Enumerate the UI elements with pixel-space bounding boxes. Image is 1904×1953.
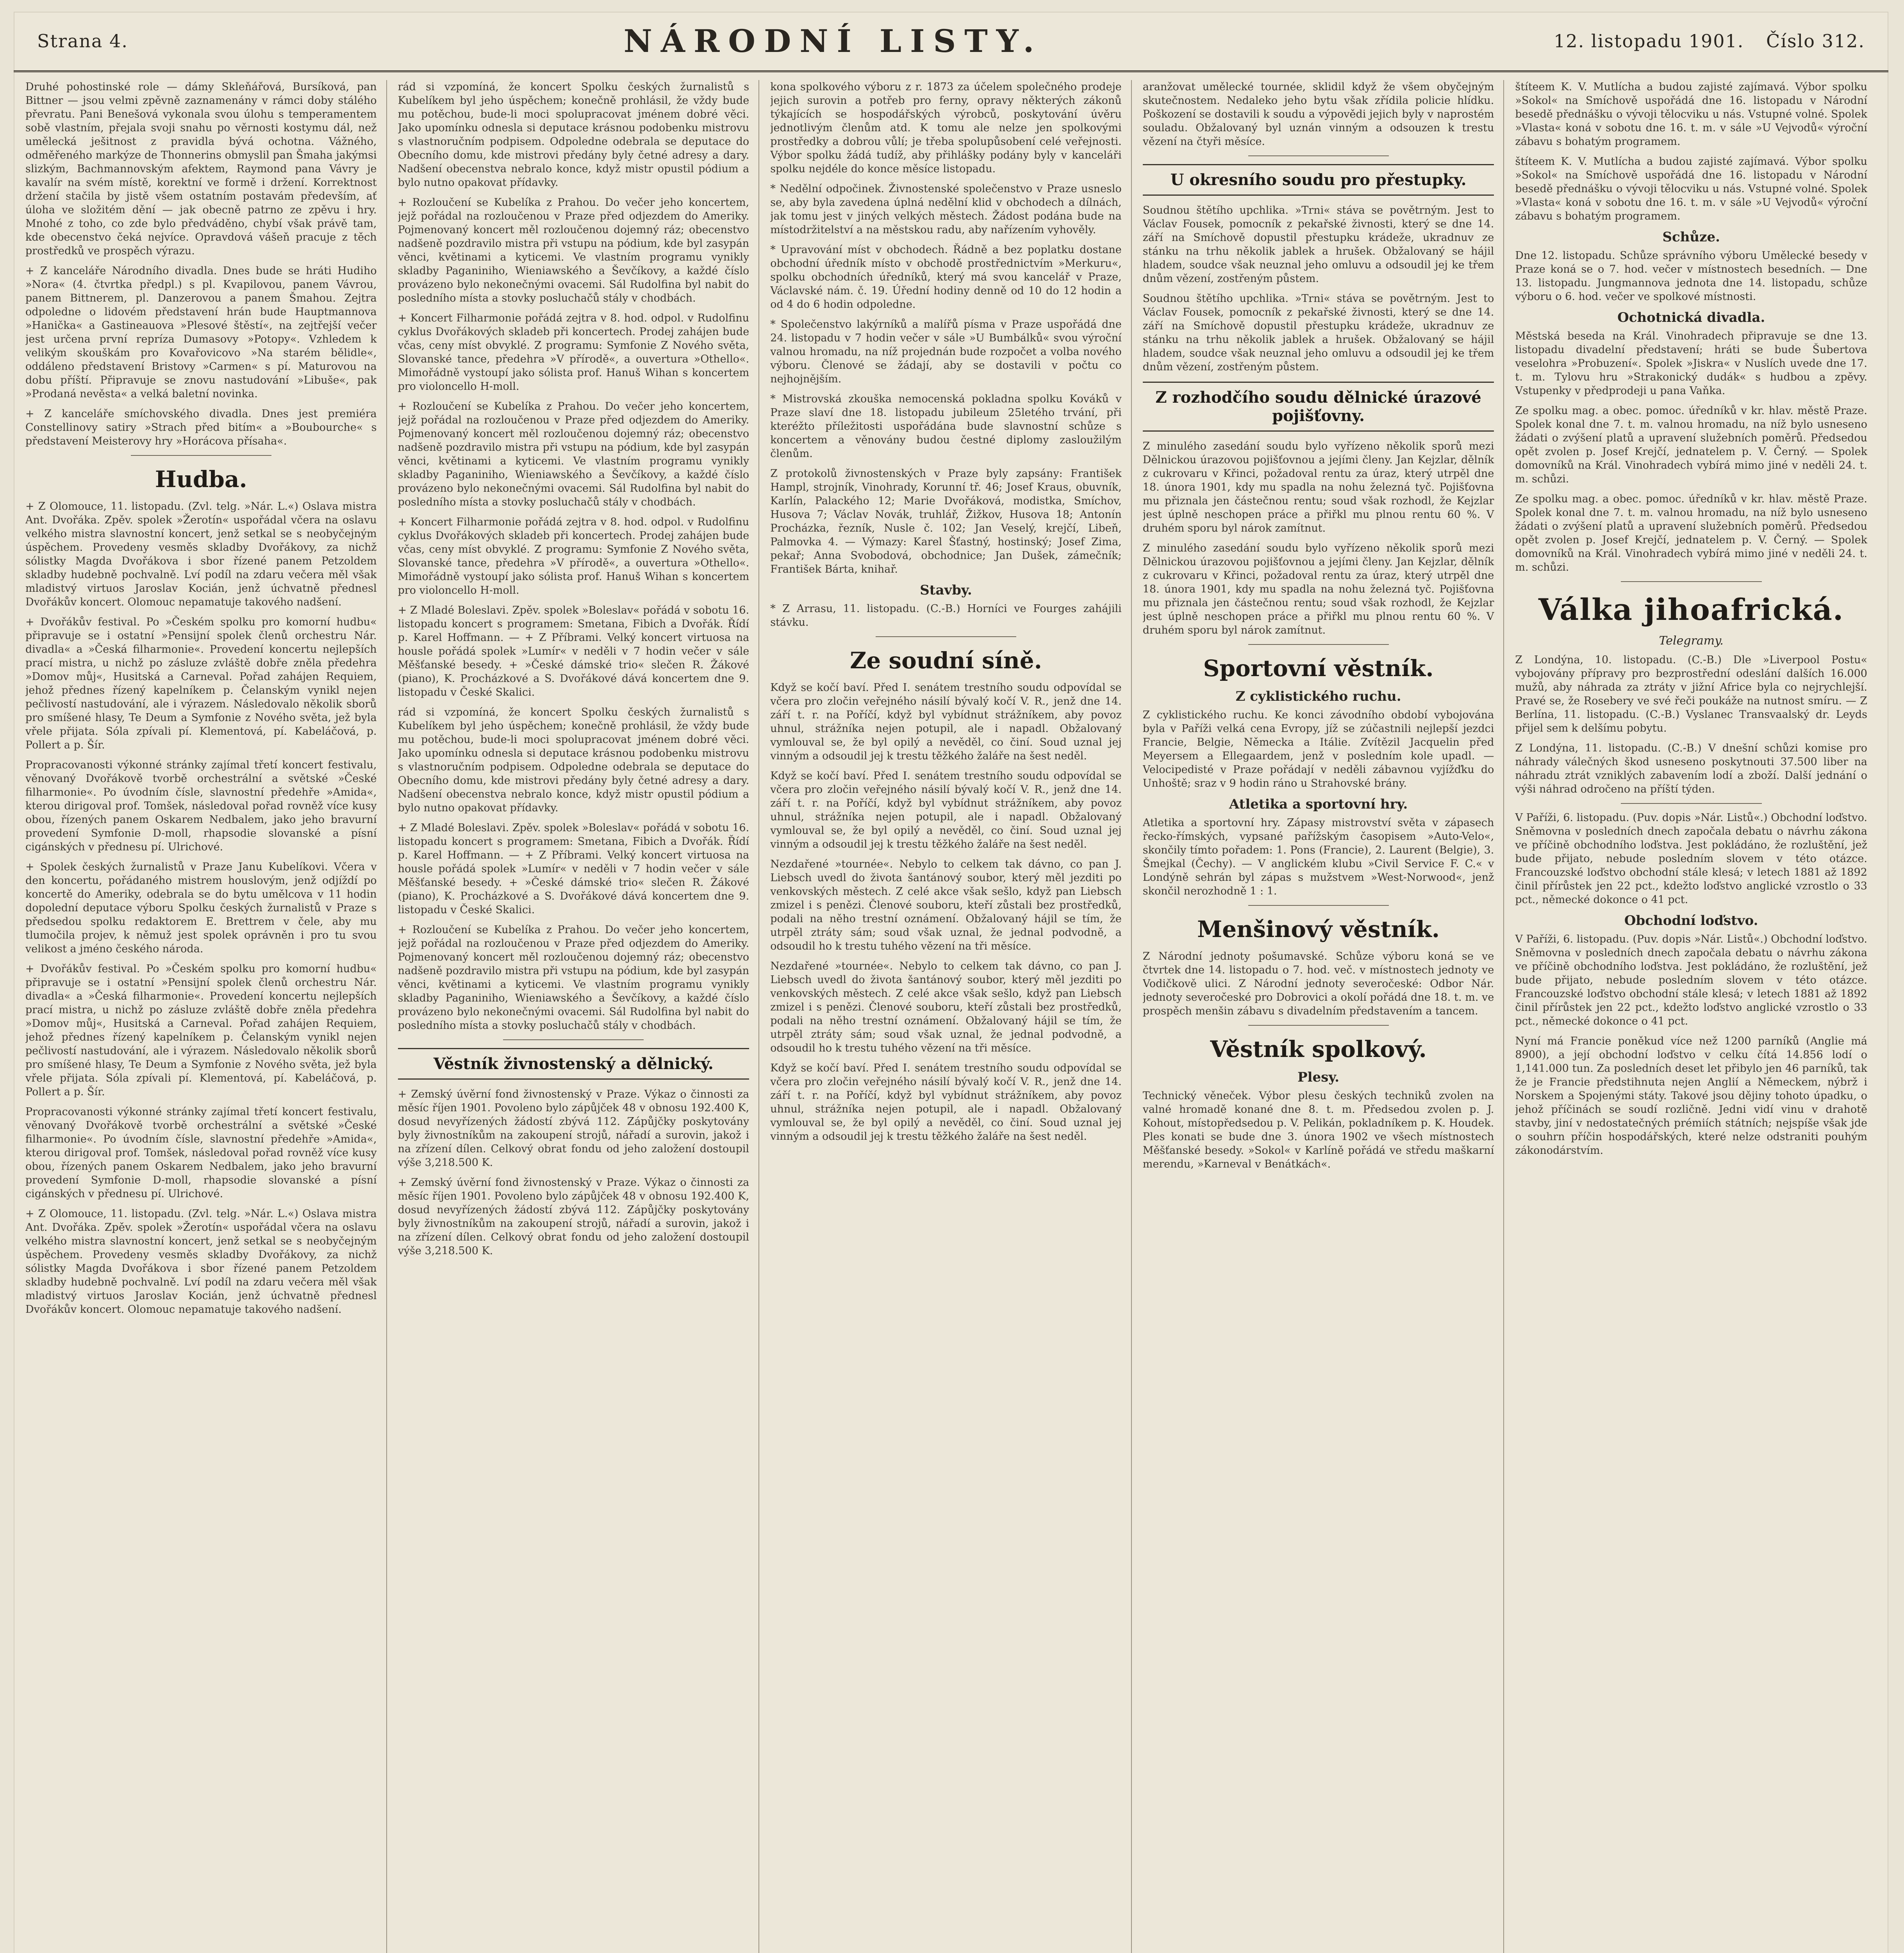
section-heading-mensinovy: Menšinový věstník.	[1197, 916, 1440, 943]
divider	[1248, 905, 1389, 906]
newspaper-page	[14, 12, 1888, 1953]
section-heading-hudba: Hudba.	[155, 466, 247, 493]
article-text: * Nedělní odpočinek. Živnostenské společenstvo v Praze usneslo se, aby byla zavedena úplná nedělní klid v obchodech a dílnách, jak tomu jest v jiných velkých městech. Žádost podána bude na místodržitelství a na městskou radu, aby nařízením vyhověly.	[770, 183, 1122, 236]
article-text: Když se kočí baví. Před I. senátem trestního soudu odpovídal se včera pro zločin veřejného násilí bývalý kočí V. R., jenž dne 14. září t. r. na Poříčí, když byl vybídnut strážníkem, aby povoz uhnul, strážníka nejen potupil, ale i napadl. Obžalovaný vymlouval se, že byl opilý a nevěděl, co činí. Soud uznal jej vinným a odsoudil jej k trestu těžkého žaláře na šest neděl.	[770, 1062, 1122, 1143]
article-text: Z Londýna, 11. listopadu. (C.-B.) V dnešní schůzi komise pro náhrady válečných škod usneseno poskytnouti 37.500 liber na náhradu ztrát vzniklých zabavením lodí a zboží. Další jednání o výši náhrad odročeno na příští týden.	[1515, 742, 1867, 795]
subheading-schuze: Schůze.	[1662, 229, 1720, 245]
article-text: Druhé pohostinské role — dámy Skleňářová, Bursíková, pan Bittner — jsou velmi zpěvně zaznamenány v rámci doby stálého převratu. Pani Benešová vykonala svou úlohu s temperamentem sobě vlastním, přejala svoji snahu po věrnosti kostymu dál, než umělecká ješitnost z pravidla bývá ochotna. Vážného, odměřeného markýze de Thonnerins obmyslil pan Šmaha jakýmsi slizkým, Bachmannovským afektem, Raymond pana Vávry je kavalír na svém místě, korektní ve formě i držení. Korrektnost držení stačila by jistě všem ostatním postavám především, ať úloha ve složitém dění — jak obecně patrno ze zpěvu i hry. Mnohé z toho, co zde bylo předváděno, chybí však právě tam, kde obecenstvo čeká nejvíce. Opravdová vášeň pracuje z těch prostředků ve prospěch výrazu.	[25, 81, 377, 257]
masthead	[14, 12, 1888, 72]
article-text: Nyní má Francie poněkud více než 1200 parníků (Anglie má 8900), a její obchodní loďstvo v celku čítá 14.856 lodí o 1,141.000 tun. Za posledních deset let přibylo jen 46 parníků, tak že je Francie předstihnuta nejen Anglií a Německem, nýbrž i Norskem a Spojenými státy. Takové jsou dějiny tohoto úpadku, o jehož příčinách se soudí rozličně. Jedni vidí vinu v drahotě stavby, jiní v nedostatečných prémiích státních; nejspíše však jde o souhrn příčin hospodářských, které nelze odstraniti pouhým zákonodárstvím.	[1515, 1035, 1867, 1157]
divider	[1248, 644, 1389, 645]
article-text: Z minulého zasedání soudu bylo vyřízeno několik sporů mezi Dělnickou úrazovou pojišťovnou a jejími členy. Jan Kejzlar, dělník z cukrovaru v Křinci, požadoval rentu za úraz, který utrpěl dne 18. února 1901, kdy mu spadla na nohu železná tyč. Pojišťovna mu přiznala jen částečnou rentu; soud však rozhodl, že Kejzlar jest úplně neschopen práce a přiřkl mu plnou rentu 60 %. V druhém sporu byl nárok zamítnut.	[1142, 542, 1494, 636]
section-heading-soudni-sin: Ze soudní síně.	[850, 647, 1042, 674]
page-number: Strana 4.	[37, 30, 128, 52]
divider	[1248, 155, 1389, 156]
article-text: Technický věneček. Výbor plesu českých techniků zvolen na valné hromadě konané dne 8. t. m. Předsedou zvolen p. J. Kohout, místopředsedou p. V. Pelikán, pokladníkem p. K. Houdek. Ples konati se bude dne 3. února 1902 ve všech místnostech Měšťanské besedy. »Sokol« v Karlíně pořádá ve středu maškarní merendu, »Karneval v Benátkách«.	[1142, 1090, 1494, 1170]
section-heading-urazove: Z rozhodčího soudu dělnické úrazové pojišťovny.	[1143, 382, 1494, 432]
divider	[876, 636, 1016, 637]
article-text: Z Londýna, 10. listopadu. (C.-B.) Dle »Liverpool Postu« vybojovány přípravy pro bezprostřední odeslání dalších 16.000 mužů, aby náhrada za ztráty v jižní Africe byla co nejrychlejší. Pravé se, že Rosebery ve své řeči poukáže na nutnost smíru. — Z Berlína, 11. listopadu. (C.-B.) Vyslanec Transvaalský dr. Leyds přijel sem k delšímu pobytu.	[1515, 654, 1867, 734]
subheading-lodstvo: Obchodní loďstvo.	[1624, 913, 1758, 928]
section-heading-sportovni: Sportovní věstník.	[1203, 655, 1434, 682]
article-text: V Paříži, 6. listopadu. (Puv. dopis »Nár. Listů«.) Obchodní loďstvo. Sněmovna v posledních dnech započala debatu o návrhu zákona ve příčině obchodního loďstva. Jest pokládáno, že rozluštění, jež bude přijato, nebude posledním slovem v této otázce. Francouzské loďstvo obchodní stále klesá; v letech 1881 až 1892 činil přírůstek jen 22 pct., kdežto loďstvo anglické vzrostlo o 33 pct., německé dokonce o 41 pct.	[1515, 933, 1867, 1027]
article-text: + Rozloučení se Kubelíka z Prahou. Do večer jeho koncertem, jejž pořádal na rozloučenou v Praze před odjezdem do Ameriky. Pojmenovaný koncert měl rozloučenou dojemný ráz; obecenstvo nadšeně pozdravilo mistra při vstupu na pódium, kde byl zasypán věnci, květinami a kyticemi. Ve vlastním programu vynikly skladby Paganiniho, Wieniawského a Ševčíkovy, a každé číslo provázeno bylo nekonečnými ovacemi. Sál Rudolfina byl nabit do posledního místa a stovky posluchačů stály v chodbách.	[398, 196, 749, 304]
article-text: + Koncert Filharmonie pořádá zejtra v 8. hod. odpol. v Rudolfinu cyklus Dvořákových skladeb při koncertech. Prodej zahájen bude včas, ceny míst obvyklé. Z programu: Symfonie Z Nového světa, Slovanské tance, předehra »V přírodě«, a ouvertura »Othello«. Mimořádně vystoupí jako sólista prof. Hanuš Wihan s koncertem pro violoncello H-moll.	[398, 312, 749, 393]
subheading-plesy: Plesy.	[1297, 1069, 1340, 1085]
subheading-telegramy: Telegramy.	[1659, 634, 1724, 648]
subheading-cyklisticky: Z cyklistického ruchu.	[1235, 689, 1401, 704]
article-text: * Z Arrasu, 11. listopadu. (C.-B.) Horníci ve Fourges zahájili stávku.	[770, 603, 1122, 628]
article-text: kona spolkového výboru z r. 1873 za účelem společného prodeje jejich surovin a potřeb pro ferny, opravy některých zákonů týkajících se hospodářských výrobců, poskytování úvěru jednotlivým členům atd. K tomu ale nelze jen spolkovými prostředky a dobrou vůlí; je třeba spolupůsobení celé veřejnosti. Výbor spolku žádá tudíž, aby přihlášky podány byly v kanceláři spolku nejdéle do konce měsíce listopadu.	[770, 81, 1122, 175]
article-text: * Společenstvo lakýrníků a malířů písma v Praze uspořádá dne 24. listopadu v 7 hodin večer v sále »U Bumbálků« svou výroční valnou hromadu, na níž projednán bude rozpočet a volba nového výboru. Členové se žádají, aby se dostavili v počtu co nejhojnějším.	[770, 318, 1122, 385]
article-text: aranžovat umělecké tournée, sklidil když že všem obyčejným skutečnostem. Nedaleko jeho bytu však zřídila policie hlídku. Poškození se dostavili k soudu a výpovědi jejich byly v naprostém souladu. Obžalovaný byl uznán vinným a odsouzen k trestu vězení na čtyři měsíce.	[1142, 81, 1494, 148]
column-4	[1143, 80, 1504, 1953]
article-text: Z Národní jednoty pošumavské. Schůze výboru koná se ve čtvrtek dne 14. listopadu o 7. hod. več. v místnostech jednoty ve Vodičkově ulici. Z Národní jednoty severočeské: Odbor Nár. jednoty severočeské pro Dobrovici a okolí pořádá dne 18. t. m. ve prospěch menšin zábavu s divadelním představením a tancem.	[1142, 950, 1494, 1017]
article-text: Z cyklistického ruchu. Ke konci závodního období vybojována byla v Paříži velká cena Evropy, jíž se zúčastnili nejlepší jezdci Francie, Belgie, Německa a Itálie. Zvítězil Jacquelin před Meyersem a Ellegaardem, jenž v posledním kole upadl. — Velocipedisté v Praze pořádají v neděli zábavnou vyjížďku do Unhoště; sraz v 9 hodin ráno u Strahovské brány.	[1142, 709, 1494, 789]
subheading-divadla: Ochotnická divadla.	[1617, 310, 1765, 325]
article-text: Propracovanosti výkonné stránky zajímal třetí koncert festivalu, věnovaný Dvořákově tvorbě orchestrální a světské »České filharmonie«. Po úvodním čísle, slavnostní předehře »Amida«, kterou dirigoval prof. Tomšek, následoval pořad rovněž více kusy obou, řízených panem Oskarem Nedbalem, jako jeho bravurní provedení Symfonie D-moll, rhapsodie slovanské a písní cigánských v přednesu pí. Ulrichové.	[25, 759, 377, 853]
section-heading-spolkovy: Věstník spolkový.	[1210, 1036, 1427, 1062]
article-text: štíteem K. V. Mutlícha a budou zajisté zajímavá. Výbor spolku »Sokol« na Smíchově uspořádá dne 16. listopadu v Národní besedě přednášku o vývoji tělocviku u nás. Vstupné volné. Spolek »Vlasta« koná v sobotu dne 16. t. m. v sále »U Vejvodů« výroční zábavu s bohatým programem.	[1515, 81, 1867, 148]
article-columns	[25, 80, 1877, 1953]
issue-date: 12. listopadu 1901.	[1554, 30, 1744, 52]
article-text: + Z kanceláře Národního divadla. Dnes bude se hráti Hudiho »Nora« (4. čtvrtka předpl.) s pl. Kvapilovou, panem Vávrou, panem Bittnerem, pl. Danzerovou a panem Šmahou. Zejtra odpoledne o lidovém představení hrán bude Hauptmannova »Hanička« a Gastineauova »Plesové štěstí«, na zejtřejší večer jest určena první repríza Dumasovy »Potopy«. Vzhledem k velikým skouškám pro Kovařovicovo »Na starém bělidle«, oddáleno představení Bristovy »Carmen« s pí. Maturovou na dobu příští. Připravuje se znovu nastudování »Libuše«, pak »Prodaná nevěsta« a velká baletní novinka.	[25, 265, 377, 400]
article-text: + Dvořákův festival. Po »Českém spolku pro komorní hudbu« připravuje se i ostatní »Pensijní spolek členů orchestru Nár. divadla« a »Česká filharmonie«. Provedení koncertu nejlepších prací mistra, u nichž po zásluze zvláště dobře zněla předehra »Domov můj«, Husitská a Carneval. Pořad zahájen Requiem, jehož přednes řízený kapelníkem p. Čelanským vynikl nejen pečlivostí nastudování, ale i výrazem. Následovalo několik sborů pro smíšené hlasy, Te Deum a Symfonie z Nového světa, jež byla vřele přijata. Sóla zpívali pí. Klementová, pí. Kabeláčová, p. Pollert a p. Šír.	[25, 963, 377, 1098]
article-text: + Koncert Filharmonie pořádá zejtra v 8. hod. odpol. v Rudolfinu cyklus Dvořákových skladeb při koncertech. Prodej zahájen bude včas, ceny míst obvyklé. Z programu: Symfonie Z Nového světa, Slovanské tance, předehra »V přírodě«, a ouvertura »Othello«. Mimořádně vystoupí jako sólista prof. Hanuš Wihan s koncertem pro violoncello H-moll.	[398, 516, 749, 596]
article-text: V Paříži, 6. listopadu. (Puv. dopis »Nár. Listů«.) Obchodní loďstvo. Sněmovna v posledních dnech započala debatu o návrhu zákona ve příčině obchodního loďstva. Jest pokládáno, že rozluštění, jež bude přijato, nebude posledním slovem v této otázce. Francouzské loďstvo obchodní stále klesá; v letech 1881 až 1892 činil přírůstek jen 22 pct., kdežto loďstvo anglické vzrostlo o 33 pct., německé dokonce o 41 pct.	[1515, 812, 1867, 906]
divider	[131, 455, 271, 456]
section-heading-valka: Válka jihoafrická.	[1538, 592, 1844, 627]
article-text: Když se kočí baví. Před I. senátem trestního soudu odpovídal se včera pro zločin veřejného násilí bývalý kočí V. R., jenž dne 14. září t. r. na Poříčí, když byl vybídnut strážníkem, aby povoz uhnul, strážníka nejen potupil, ale i napadl. Obžalovaný vymlouval se, že byl opilý a nevěděl, co činí. Soud uznal jej vinným a odsoudil jej k trestu těžkého žaláře na šest neděl.	[770, 682, 1122, 762]
article-text: + Z Mladé Boleslavi. Zpěv. spolek »Boleslav« pořádá v sobotu 16. listopadu koncert s programem: Smetana, Fibich a Dvořák. Řídí p. Karel Hoffmann. — + Z Příbrami. Velký koncert virtuosa na housle pořádá spolek »Lumír« v neděli v 7 hodin večer v sále Měšťanské besedy. + »České dámské trio« slečen R. Žákové (piano), K. Procházkové a S. Dvořákové dává koncertem dne 9. listopadu v České Skalici.	[398, 822, 749, 916]
article-text: + Z Mladé Boleslavi. Zpěv. spolek »Boleslav« pořádá v sobotu 16. listopadu koncert s programem: Smetana, Fibich a Dvořák. Řídí p. Karel Hoffmann. — + Z Příbrami. Velký koncert virtuosa na housle pořádá spolek »Lumír« v neděli v 7 hodin večer v sále Měšťanské besedy. + »České dámské trio« slečen R. Žákové (piano), K. Procházkové a S. Dvořákové dává koncertem dne 9. listopadu v České Skalici.	[398, 604, 749, 698]
issue-number: Číslo 312.	[1766, 30, 1865, 52]
article-text: + Spolek českých žurnalistů v Praze Janu Kubelíkovi. Včera v den koncertu, pořádaného mistrem houslovým, jenž odjíždí po koncertě do Ameriky, odebrala se do bytu umělcova v 11 hodin dopolední deputace výboru Spolku českých žurnalistů v Praze s předsedou spolku redaktorem E. Brettrem v čele, aby mu tlumočila projev, k němuž jest spolek oprávněn i pro tu svou velikost a jméno českého národa.	[25, 861, 377, 955]
section-heading-zivnostensky: Věstník živnostenský a dělnický.	[398, 1048, 749, 1080]
article-text: Městská beseda na Král. Vinohradech připravuje se dne 13. listopadu divadelní představení; hráti se bude Šubertova veselohra »Probuzení«. Spolek »Jiskra« v Nuslích uvede dne 17. t. m. Tylovu hru »Strakonický dudák« s hudbou a zpěvy. Vstupenky v předprodeji u pana Vaňka.	[1515, 330, 1867, 397]
article-text: Dne 12. listopadu. Schůze správního výboru Umělecké besedy v Praze koná se o 7. hod. večer v místnostech besedních. — Dne 13. listopadu. Jungmannova jednota dne 14. listopadu, schůze výboru o 6. hod. večer ve spolkové místnosti.	[1515, 250, 1867, 303]
divider	[1248, 1025, 1389, 1026]
article-text: Když se kočí baví. Před I. senátem trestního soudu odpovídal se včera pro zločin veřejného násilí bývalý kočí V. R., jenž dne 14. září t. r. na Poříčí, když byl vybídnut strážníkem, aby povoz uhnul, strážníka nejen potupil, ale i napadl. Obžalovaný vymlouval se, že byl opilý a nevěděl, co činí. Soud uznal jej vinným a odsoudil jej k trestu těžkého žaláře na šest neděl.	[770, 770, 1122, 850]
divider	[503, 1039, 644, 1040]
masthead-date-issue	[1538, 30, 1865, 52]
article-text: rád si vzpomíná, že koncert Spolku českých žurnalistů s Kubelíkem byl jeho úspěchem; konečně prohlásil, že vždy bude mu potěchou, bude-li moci spolupracovat jménem dobré věci. Jako upomínku odnesla si deputace krásnou podobenku mistrovu s vlastnoručním podpisem. Odpoledne odebrala se deputace do Obecního domu, kde mistrovi předány byly četné adresy a dary. Nadšení obecenstva nebralo konce, když mistr opustil pódium a bylo nutno opakovat přídavky.	[398, 81, 749, 189]
article-text: Ze spolku mag. a obec. pomoc. úředníků v kr. hlav. městě Praze. Spolek konal dne 7. t. m. valnou hromadu, na níž bylo usneseno žádati o zvýšení platů a upravení služebních poměrů. Předsedou opět zvolen p. Josef Krejčí, jednatelem p. V. Černý. — Spolek domovníků na Král. Vinohradech vybírá mimo jiné v neděli 24. t. m. schůzi.	[1515, 405, 1867, 485]
subheading-atletika: Atletika a sportovní hry.	[1229, 796, 1408, 812]
article-text: + Rozloučení se Kubelíka z Prahou. Do večer jeho koncertem, jejž pořádal na rozloučenou v Praze před odjezdem do Ameriky. Pojmenovaný koncert měl rozloučenou dojemný ráz; obecenstvo nadšeně pozdravilo mistra při vstupu na pódium, kde byl zasypán věnci, květinami a kyticemi. Ve vlastním programu vynikly skladby Paganiniho, Wieniawského a Ševčíkovy, a každé číslo provázeno bylo nekonečnými ovacemi. Sál Rudolfina byl nabit do posledního místa a stovky posluchačů stály v chodbách.	[398, 924, 749, 1032]
article-text: + Rozloučení se Kubelíka z Prahou. Do večer jeho koncertem, jejž pořádal na rozloučenou v Praze před odjezdem do Ameriky. Pojmenovaný koncert měl rozloučenou dojemný ráz; obecenstvo nadšeně pozdravilo mistra při vstupu na pódium, kde byl zasypán věnci, květinami a kyticemi. Ve vlastním programu vynikly skladby Paganiniho, Wieniawského a Ševčíkovy, a každé číslo provázeno bylo nekonečnými ovacemi. Sál Rudolfina byl nabit do posledního místa a stovky posluchačů stály v chodbách.	[398, 400, 749, 508]
article-text: + Z kanceláře smíchovského divadla. Dnes jest premiéra Constellinovy satiry »Strach před bitím« a »Boubourche« s představení Meisterovy hry »Horácova přísaha«.	[25, 408, 377, 447]
divider	[1621, 581, 1762, 582]
article-text: + Z Olomouce, 11. listopadu. (Zvl. telg. »Nár. L.«) Oslava mistra Ant. Dvořáka. Zpěv. spolek »Žerotín« uspořádal včera na oslavu velkého mistra slavnostní koncert, jenž setkal se s neobyčejným úspěchem. Provedeny vesměs skladby Dvořákovy, za nichž sólistky Magda Dvořákova i sbor řízené panem Petzoldem skladby hudebně pochvalně. Lví podíl na zdaru večera měl však mladistvý virtuos Jaroslav Kocián, jenž úchvatně přednesl Dvořákův koncert. Olomouc nepamatuje takového nadšení.	[25, 1208, 377, 1316]
article-text: + Dvořákův festival. Po »Českém spolku pro komorní hudbu« připravuje se i ostatní »Pensijní spolek členů orchestru Nár. divadla« a »Česká filharmonie«. Provedení koncertu nejlepších prací mistra, u nichž po zásluze zvláště dobře zněla předehra »Domov můj«, Husitská a Carneval. Pořad zahájen Requiem, jehož přednes řízený kapelníkem p. Čelanským vynikl nejen pečlivostí nastudování, ale i výrazem. Následovalo několik sborů pro smíšené hlasy, Te Deum a Symfonie z Nového světa, jež byla vřele přijata. Sóla zpívali pí. Klementová, pí. Kabeláčová, p. Pollert a p. Šír.	[25, 616, 377, 751]
article-text: Z minulého zasedání soudu bylo vyřízeno několik sporů mezi Dělnickou úrazovou pojišťovnou a jejími členy. Jan Kejzlar, dělník z cukrovaru v Křinci, požadoval rentu za úraz, který utrpěl dne 18. února 1901, kdy mu spadla na nohu železná tyč. Pojišťovna mu přiznala jen částečnou rentu; soud však rozhodl, že Kejzlar jest úplně neschopen práce a přiřkl mu plnou rentu 60 %. V druhém sporu byl nárok zamítnut.	[1142, 440, 1494, 534]
article-text: Atletika a sportovní hry. Zápasy mistrovství světa v zápasech řecko-římských, vypsané pařížským časopisem »Auto-Velo«, skončily tímto pořadem: 1. Pons (Francie), 2. Laurent (Belgie), 3. Šmejkal (Čechy). — V anglickém klubu »Civil Service F. C.« v Londýně sehrán byl zápas s mužstvem »West-Norwood«, jenž skončil nerozhodně 1 : 1.	[1142, 817, 1494, 897]
divider	[1621, 803, 1762, 804]
article-text: Nezdařené »tournée«. Nebylo to celkem tak dávno, co pan J. Liebsch uvedl do života šantánový soubor, který měl jezditi po venkovských městech. Z celé akce však sešlo, když pan Liebsch zmizel i s penězi. Členové souboru, kteří zůstali bez prostředků, podali na něho trestní oznámení. Obžalovaný hájil se tím, že utrpěl ztráty sám; soud však uznal, že jednal podvodně, a odsoudil ho k trestu tuhého vězení na tři měsíce.	[770, 858, 1122, 952]
article-text: Soudnou štětího upchlika. »Trni« stáva se povětrným. Jest to Václav Fousek, pomocník z pekařské živnosti, který se dne 14. září na Smíchově dopustil přestupku krádeže, ukradnuv ze stánku na trhu několik jablek a hrušek. Obžalovaný se hájil hladem, soudce však neuznal jeho omluvu a odsoudil jej ke třem dnům vězení, zostřeným půstem.	[1142, 293, 1494, 373]
column-3	[770, 80, 1132, 1953]
article-text: + Zemský úvěrní fond živnostenský v Praze. Výkaz o činnosti za měsíc říjen 1901. Povoleno bylo zápůjček 48 v obnosu 192.400 K, dosud nevyřízených žádostí zbývá 112. Zápůjčky poskytovány byly živnostníkům na zakoupení strojů, nářadí a surovin, jakož i na zřízení dílen. Celkový obrat fondu od jeho založení dostoupil výše 3,218.500 K.	[398, 1176, 749, 1257]
article-text: * Upravování míst v obchodech. Řádně a bez poplatku dostane obchodní úředník místo v obchodě prostřednictvím »Merkuru«, spolku obchodních úředníků, který má svou kancelář v Praze, Václavské nám. č. 19. Úřední hodiny denně od 10 do 12 hodin a od 4 do 6 hodin odpoledne.	[770, 244, 1122, 311]
article-text: Z protokolů živnostenských v Praze byly zapsány: František Hampl, strojník, Vinohrady, Korunní tř. 46; Josef Kraus, obuvník, Karlín, Palackého 12; Marie Dvořáková, modistka, Smíchov, Husova 7; Václav Novák, truhlář, Žižkov, Husova 18; Antonín Procházka, řezník, Nusle č. 102; Jan Veselý, krejčí, Libeň, Palmovka 4. — Výmazy: Karel Šťastný, hostinský; Josef Zima, pekař; Anna Svobodová, obchodnice; Jan Dušek, zámečník; František Bárta, knihař.	[770, 468, 1122, 575]
section-heading-okresni-soud: U okresního soudu pro přestupky.	[1143, 164, 1494, 196]
column-1	[25, 80, 387, 1953]
article-text: Nezdařené »tournée«. Nebylo to celkem tak dávno, co pan J. Liebsch uvedl do života šantánový soubor, který měl jezditi po venkovských městech. Z celé akce však sešlo, když pan Liebsch zmizel i s penězi. Členové souboru, kteří zůstali bez prostředků, podali na něho trestní oznámení. Obžalovaný hájil se tím, že utrpěl ztráty sám; soud však uznal, že jednal podvodně, a odsoudil ho k trestu tuhého vězení na tři měsíce.	[770, 960, 1122, 1054]
article-text: Ze spolku mag. a obec. pomoc. úředníků v kr. hlav. městě Praze. Spolek konal dne 7. t. m. valnou hromadu, na níž bylo usneseno žádati o zvýšení platů a upravení služebních poměrů. Předsedou opět zvolen p. Josef Krejčí, jednatelem p. V. Černý. — Spolek domovníků na Král. Vinohradech vybírá mimo jiné v neděli 24. t. m. schůzi.	[1515, 493, 1867, 573]
section-heading-stavby: Stavby.	[920, 582, 972, 598]
article-text: Soudnou štětího upchlika. »Trni« stáva se povětrným. Jest to Václav Fousek, pomocník z pekařské živnosti, který se dne 14. září na Smíchově dopustil přestupku krádeže, ukradnuv ze stánku na trhu několik jablek a hrušek. Obžalovaný se hájil hladem, soudce však neuznal jeho omluvu a odsoudil jej ke třem dnům vězení, zostřeným půstem.	[1142, 204, 1494, 285]
article-text: + Z Olomouce, 11. listopadu. (Zvl. telg. »Nár. L.«) Oslava mistra Ant. Dvořáka. Zpěv. spolek »Žerotín« uspořádal včera na oslavu velkého mistra slavnostní koncert, jenž setkal se s neobyčejným úspěchem. Provedeny vesměs skladby Dvořákovy, za nichž sólistky Magda Dvořákova i sbor řízené panem Petzoldem skladby hudebně pochvalně. Lví podíl na zdaru večera měl však mladistvý virtuos Jaroslav Kocián, jenž úchvatně přednesl Dvořákův koncert. Olomouc nepamatuje takového nadšení.	[25, 500, 377, 608]
article-text: * Mistrovská zkouška nemocenská pokladna spolku Kováků v Praze slaví dne 18. listopadu jubileum 25letého trvání, při kteréžto příležitosti uspořádána bude slavnostní schůze s koncertem a věnovány budou čestné diplomy zasloužilým členům.	[770, 393, 1122, 460]
article-text: Propracovanosti výkonné stránky zajímal třetí koncert festivalu, věnovaný Dvořákově tvorbě orchestrální a světské »České filharmonie«. Po úvodním čísle, slavnostní předehře »Amida«, kterou dirigoval prof. Tomšek, následoval pořad rovněž více kusy obou, řízených panem Oskarem Nedbalem, jako jeho bravurní provedení Symfonie D-moll, rhapsodie slovanské a písní cigánských v přednesu pí. Ulrichové.	[25, 1106, 377, 1200]
column-5	[1515, 80, 1877, 1953]
article-text: štíteem K. V. Mutlícha a budou zajisté zajímavá. Výbor spolku »Sokol« na Smíchově uspořádá dne 16. listopadu v Národní besedě přednášku o vývoji tělocviku u nás. Vstupné volné. Spolek »Vlasta« koná v sobotu dne 16. t. m. v sále »U Vejvodů« výroční zábavu s bohatým programem.	[1515, 155, 1867, 222]
article-text: rád si vzpomíná, že koncert Spolku českých žurnalistů s Kubelíkem byl jeho úspěchem; konečně prohlásil, že vždy bude mu potěchou, bude-li moci spolupracovat jménem dobré věci. Jako upomínku odnesla si deputace krásnou podobenku mistrovu s vlastnoručním podpisem. Odpoledne odebrala se deputace do Obecního domu, kde mistrovi předány byly četné adresy a dary. Nadšení obecenstva nebralo konce, když mistr opustil pódium a bylo nutno opakovat přídavky.	[398, 706, 749, 814]
article-text: + Zemský úvěrní fond živnostenský v Praze. Výkaz o činnosti za měsíc říjen 1901. Povoleno bylo zápůjček 48 v obnosu 192.400 K, dosud nevyřízených žádostí zbývá 112. Zápůjčky poskytovány byly živnostníkům na zakoupení strojů, nářadí a surovin, jakož i na zřízení dílen. Celkový obrat fondu od jeho založení dostoupil výše 3,218.500 K.	[398, 1088, 749, 1169]
newspaper-title: NÁRODNÍ LISTY.	[623, 23, 1043, 59]
column-2	[398, 80, 760, 1953]
